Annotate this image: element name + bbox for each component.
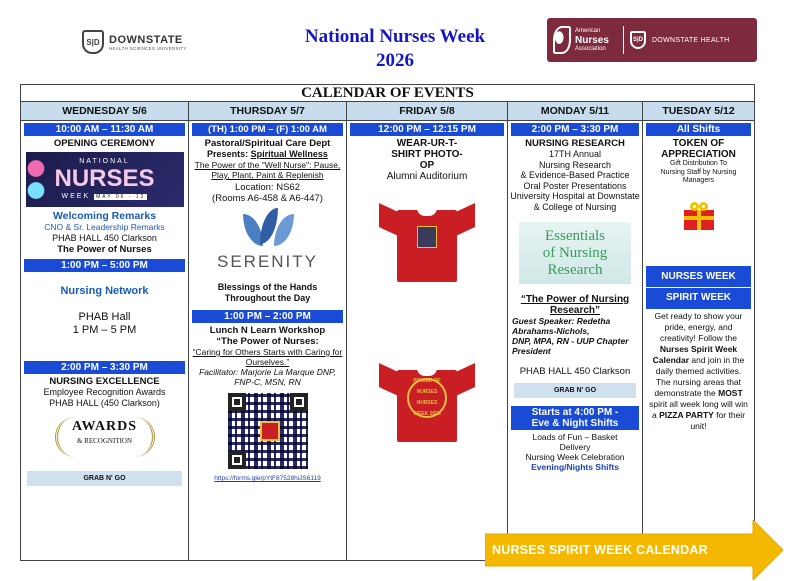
event-title: OPENING CEREMONY xyxy=(53,138,156,149)
calendar-table xyxy=(20,84,755,561)
research-line: & Evidence-Based Practice xyxy=(520,170,630,180)
time-bar: All Shifts xyxy=(646,123,751,136)
spirit-text-c: spirit all week long will win a xyxy=(649,398,748,420)
event-title: NURSING EXCELLENCE xyxy=(49,376,160,387)
essentials-line1: Essentials xyxy=(545,228,605,244)
grab-n-go-badge: GRAB N' GO xyxy=(27,471,182,486)
grab-n-go-badge: GRAB N' GO xyxy=(514,383,636,398)
spirit-line2: SPIRIT WEEK xyxy=(646,287,751,305)
downstate-logo-name: DOWNSTATE xyxy=(109,33,183,46)
research-title: “The Power of Nursing Research” xyxy=(520,294,630,316)
downstate-health-label: DOWNSTATE HEALTH xyxy=(652,36,730,44)
column-wednesday xyxy=(21,121,189,561)
awards-text: Employee Recognition Awards xyxy=(43,387,166,397)
hours: 1 PM – 5 PM xyxy=(72,324,137,336)
research-line: Oral Poster Presentations xyxy=(523,180,627,191)
downstate-seal-icon: S|D xyxy=(630,31,646,49)
time-bar: 1:00 PM – 2:00 PM xyxy=(192,310,343,323)
column-friday xyxy=(347,121,508,561)
facilitator: Facilitator: Marjorie La Marque DNP, FNP-C, MSN, RN xyxy=(199,367,336,387)
registration-link[interactable]: https://forms.gle/pYtF87528hiJS6119 xyxy=(214,475,321,482)
spirit-week-banner xyxy=(646,266,751,309)
celebration: Nursing Week Celebration xyxy=(525,452,625,462)
event-title: WEAR-UR-T-SHIRT PHOTO-OP xyxy=(391,138,463,171)
column-thursday xyxy=(189,121,347,561)
serenity-leaves-icon xyxy=(238,208,298,250)
column-header-fri: FRIDAY 5/8 xyxy=(347,102,508,121)
ana-downstate-logo xyxy=(547,18,757,62)
column-monday xyxy=(508,121,643,561)
downstate-logo xyxy=(82,27,197,57)
research-line: & College of Nursing xyxy=(533,201,617,212)
eve-start: Starts at 4:00 PM - xyxy=(531,407,619,418)
time-bar: 10:00 AM – 11:30 AM xyxy=(24,123,185,136)
time-bar: 2:00 PM – 3:30 PM xyxy=(24,361,185,374)
gift-distribution: Gift Distribution To Nursing Staff by Nursing Managers xyxy=(660,160,737,184)
essentials-line2: of Nursing xyxy=(542,245,608,261)
column-header-mon: MONDAY 5/11 xyxy=(508,102,643,121)
time-bar: 12:00 PM – 12:15 PM xyxy=(350,123,504,136)
speaker-credentials: DNP, MPA, RN - UUP Chapter President xyxy=(512,336,629,356)
downstate-logo-sub: HEALTH SCIENCES UNIVERSITY xyxy=(109,45,187,51)
time-bar: 2:00 PM – 3:30 PM xyxy=(511,123,639,136)
shifts: Evening/Nights Shifts xyxy=(531,462,619,472)
column-header-thu: THURSDAY 5/7 xyxy=(189,102,347,121)
workshop: Lunch N Learn Workshop xyxy=(209,325,326,336)
presents-title: Spiritual Wellness xyxy=(250,149,328,159)
spirit-text-b: and join in the daily themed activities. The nursing areas that demonstrate the xyxy=(654,354,745,398)
tshirt-back-image xyxy=(379,362,475,442)
spirit-calendar-name: Nurses Spirit Week Calendar xyxy=(652,343,738,365)
dept: Pastoral/Spiritual Care Dept xyxy=(204,138,331,149)
event-title: TOKEN OF APPRECIATION xyxy=(661,138,736,160)
banner-line2: NURSES xyxy=(54,165,155,192)
banner-line3: WEEK xyxy=(61,193,91,200)
awards-logo-line2: & RECOGNITION xyxy=(76,437,133,445)
gift-box-icon xyxy=(684,202,714,230)
location: Location: NS62 xyxy=(235,182,300,193)
blessing: Blessings of the Hands Throughout the Day xyxy=(217,282,318,303)
venue: PHAB HALL (450 Clarkson) xyxy=(49,398,160,408)
logo-divider xyxy=(623,26,624,54)
page-title xyxy=(260,25,530,73)
awards-recognition-logo xyxy=(55,417,155,457)
essentials-line3: Research xyxy=(547,262,603,278)
ana-line2: Nurses xyxy=(575,34,609,46)
title-line1: National Nurses Week xyxy=(304,26,486,47)
essentials-research-image xyxy=(519,222,631,284)
column-header-tue: TUESDAY 5/12 xyxy=(643,102,754,121)
calendar-title: CALENDAR OF EVENTS xyxy=(21,85,754,102)
time-bar: 1:00 PM – 5:00 PM xyxy=(24,259,185,272)
session-desc: The Power of the "Well Nurse": Pause, Play, Plant, Paint & Replenish xyxy=(194,160,341,180)
superman-shield-icon xyxy=(417,226,437,248)
column-header-wed: WEDNESDAY 5/6 xyxy=(21,102,189,121)
cno-remarks: CNO & Sr. Leadership Remarks xyxy=(44,222,165,232)
spirit-line1: NURSES WEEK xyxy=(661,270,736,282)
research-line: University Hospital at Downstate xyxy=(510,191,640,201)
tshirt-front-image xyxy=(379,202,475,282)
awards-logo-line1: AWARDS xyxy=(71,419,138,434)
column-tuesday xyxy=(643,121,754,561)
title-year: 2026 xyxy=(376,50,414,71)
spirit-description xyxy=(643,311,754,432)
time-bar xyxy=(511,406,639,430)
downstate-seal-icon: S|D xyxy=(82,30,104,54)
guest-speaker: Guest Speaker: Redetha Abrahams-Nichols, xyxy=(512,316,611,336)
research-line: Nursing Research xyxy=(538,159,612,170)
spirit-text-d: for their unit! xyxy=(690,409,746,431)
superman-shield-icon xyxy=(260,421,280,441)
eve-title: Eve & Night Shifts xyxy=(531,418,619,429)
welcome-remarks: Welcoming Remarks xyxy=(52,210,157,222)
nurses-week-banner xyxy=(26,152,184,207)
venue: PHAB HALL 450 Clarkson xyxy=(519,366,631,377)
pizza-party: PIZZA PARTY xyxy=(659,409,714,420)
nursing-network: Nursing Network xyxy=(60,285,149,297)
banner-line1: NATIONAL xyxy=(79,158,130,165)
workshop-title: “The Power of Nurses: xyxy=(216,336,319,347)
workshop-subtitle: “Caring for Others Starts with Caring for Ourselves.” xyxy=(192,347,343,367)
venue: Alumni Auditorium xyxy=(386,171,468,182)
rooms: (Rooms A6-458 & A6-447) xyxy=(212,193,323,204)
banner-date: MAY 06 - 12 xyxy=(96,194,146,200)
serenity-logo xyxy=(208,208,328,282)
venue: PHAB Hall xyxy=(78,311,131,323)
flower-icon xyxy=(26,152,46,207)
spirit-most: MOST xyxy=(718,387,743,398)
ana-line3: Association xyxy=(575,45,606,52)
basket-delivery: Loads of Fun – Basket Delivery xyxy=(532,432,618,452)
presents-prefix: Presents: xyxy=(207,149,251,159)
event-title: NURSING RESEARCH xyxy=(525,138,625,149)
venue: PHAB HALL 450 Clarkson xyxy=(52,233,157,243)
time-bar: (TH) 1:00 PM – (F) 1:00 AM xyxy=(192,123,343,136)
ana-mark-icon xyxy=(553,26,571,54)
shirt-back-seal: POWER OF NURSES NURSES WEEK 2026 xyxy=(407,378,447,418)
qr-code[interactable] xyxy=(226,391,310,471)
spirit-text-a: Get ready to show your pride, energy, and creativity! Follow the xyxy=(654,310,743,343)
spirit-week-arrow-label[interactable]: NURSES SPIRIT WEEK CALENDAR xyxy=(492,543,708,557)
serenity-word: SERENITY xyxy=(216,252,319,271)
ana-line1: American xyxy=(575,27,601,34)
power-of-nurses: The Power of Nurses xyxy=(57,244,152,255)
annual: 17TH Annual xyxy=(548,149,602,159)
